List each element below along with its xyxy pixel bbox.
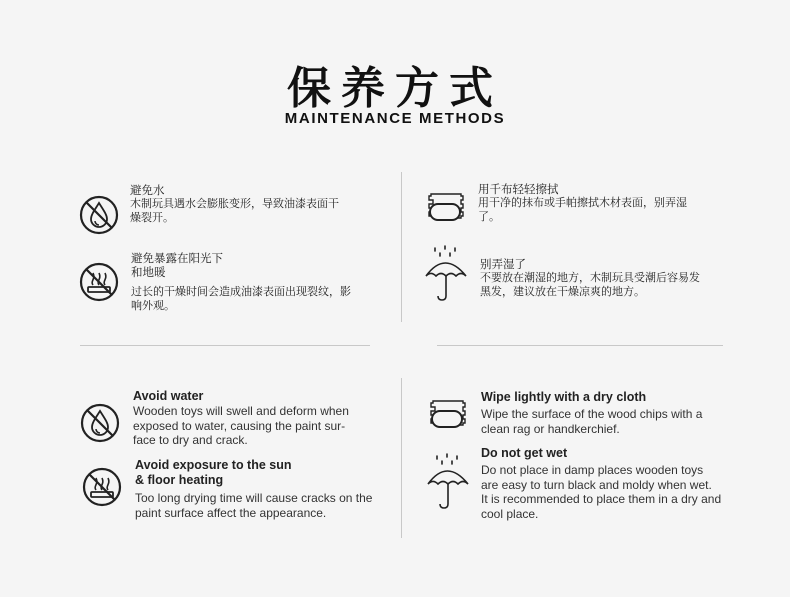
horizontal-divider-left [80,345,370,346]
en-sun-line-1: Too long drying time will cause cracks on the [135,491,373,505]
en-water-line-2: exposed to water, causing the paint sur- [133,418,346,433]
cn-water-line-1: 木制玩具遇水会膨胀变形，导致油漆表面干 [130,197,339,210]
en-wet-line-4: cool place. [481,506,539,521]
cn-cloth-line-2: 了。 [478,210,500,223]
en-water-heading: Avoid water [133,389,204,403]
cn-water-block [130,183,390,225]
no-water-icon [79,402,121,444]
cn-cloth-line-1: 用干净的抹布或手帕擦拭木材表面，别弄湿 [478,196,687,209]
en-cloth-block [481,390,751,436]
cn-sun-heading-1: 避免暴露在阳光下 [131,251,223,265]
vertical-divider-top [401,172,402,322]
en-water-line-3: face to dry and crack. [133,433,248,447]
en-wet-block [481,446,751,521]
en-sun-heading-2: & floor heating [135,473,224,487]
umbrella-icon [425,452,471,514]
en-water-block [133,389,393,448]
cn-wet-line-2: 黑发，建议放在干燥凉爽的地方。 [480,285,645,298]
cn-wet-line-1: 不要放在潮湿的地方，木制玩具受潮后容易发 [480,271,700,284]
cn-sun-heading-2: 和地暖 [131,265,166,279]
cn-water-line-2: 燥裂开。 [130,211,174,224]
en-sun-block [135,458,395,520]
en-cloth-line-1: Wipe the surface of the wood chips with a [481,407,703,421]
en-wet-heading: Do not get wet [481,446,568,460]
horizontal-divider-right [437,345,723,346]
cloth-icon [425,186,467,228]
cn-sun-line-1: 过长的干燥时间会造成油漆表面出现裂纹，影 [131,285,351,298]
en-water-line-1: Wooden toys will swell and deform when [133,404,349,418]
cn-water-heading: 避免水 [130,183,165,197]
en-wet-line-1: Do not place in damp places wooden toys [481,463,704,477]
en-cloth-line-2: clean rag or handkerchief. [481,421,620,436]
no-water-icon [78,194,120,236]
cloth-icon [427,393,469,435]
cn-sun-block [131,251,391,313]
no-heat-icon [81,466,123,508]
page-title-en: MAINTENANCE METHODS [284,110,506,127]
en-wet-line-3: It is recommended to place them in a dry and [481,492,722,506]
umbrella-icon [423,244,469,306]
no-heat-icon [78,261,120,303]
en-wet-line-2: are easy to turn black and moldy when wet. [481,477,712,492]
en-cloth-heading: Wipe lightly with a dry cloth [481,390,647,404]
cn-cloth-heading: 用千布轻轻擦拭 [478,182,559,196]
cn-wet-block [480,257,740,299]
page-title-cn: 保养方式 [287,63,503,114]
cn-cloth-block [478,182,738,224]
cn-sun-line-2: 响外观。 [131,299,175,312]
cn-wet-heading: 别弄湿了 [480,257,526,271]
vertical-divider-bottom [401,378,402,538]
en-sun-line-2: paint surface affect the appearance. [135,505,327,520]
en-sun-heading-1: Avoid exposure to the sun [135,458,292,472]
